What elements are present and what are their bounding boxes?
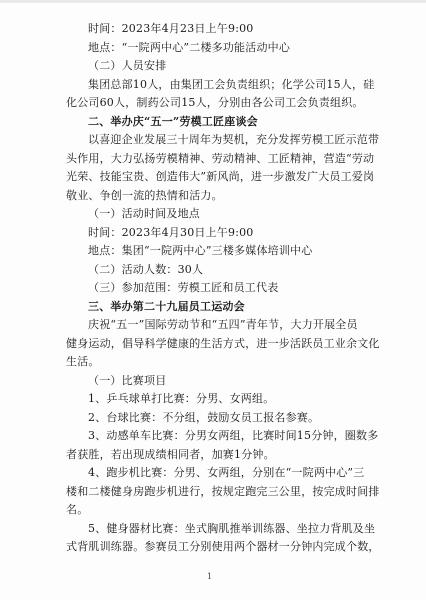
text-line: 敬业、争创一流的热情和活力。 [66,188,223,202]
text-line: 楼和二楼健身房跑步机进行，按规定跑完三公里，按完成时间排 [66,484,380,498]
section-heading-2: 二、举办庆“五一”劳模工匠座谈会 [88,114,258,128]
text-line: 以喜迎企业发展三十周年为契机，充分发挥劳模工匠示范带 [88,133,380,146]
subheading-time-location: （一）活动时间及地点 [88,207,200,220]
text-line-location-2: 地点：集团“一院两中心”三楼多媒体培训中心 [88,244,313,257]
list-item: 3、动感单车比赛：分男女两组，比赛时间15分钟，圈数多 [88,429,379,442]
list-item: 5、健身器材比赛：坐式胸肌推举训练器、坐拉力背肌及坐 [88,521,376,535]
page-number: 1 [207,572,213,581]
text-line: 式背肌训练器。参赛员工分别使用两个器材一分钟内完成个数， [66,540,380,553]
text-line-location-1: 地点：“一院两中心”二楼多功能活动中心 [88,40,291,54]
text-line: 生活。 [66,355,100,368]
text-line: 光荣、技能宝贵、创造伟大”新风尚，进一步激发广大员工爱岗 [66,170,375,183]
scan-edge [0,0,426,3]
text-line: 庆祝“五一”国际劳动节和“五四”青年节，大力开展全员 [88,318,358,331]
list-item: 4、跑步机比赛：分男、女两组，分别在“一院两中心”三 [88,466,365,479]
text-line: 化公司60人，制药公司15人，分别由各公司工会负责组织。 [66,96,364,109]
text-line: 健身运动，倡导科学健康的生活方式，进一步活跃员工业余文化 [66,336,380,350]
text-line-time-1: 时间：2023年4月23日上午9:00 [88,22,254,35]
subheading-scope: （三）参加范围：劳模工匠和员工代表 [88,281,279,294]
text-line: 集团总部10人，由集团工会负责组织；化学公司15人，硅 [88,77,375,91]
subheading-attendance: （二）活动人数：30人 [88,262,204,276]
subheading-events: （一）比赛项目 [88,373,167,387]
subheading-personnel: （二）人员安排 [88,59,167,72]
text-line: 名。 [66,503,89,516]
text-line: 者获胜，若出现成绩相同者，加赛1分钟。 [66,447,275,461]
list-item: 2、台球比赛：不分组，鼓励女员工报名参赛。 [88,410,320,424]
document-body [66,20,396,557]
text-line: 头作用，大力弘扬劳模精神、劳动精神、工匠精神，营造“劳动 [66,151,375,165]
text-line-time-2: 时间：2023年4月30日上午9:00 [88,225,254,239]
list-item: 1、乒乓球单打比赛：分男、女两组。 [88,392,275,405]
section-heading-3: 三、举办第二十九届员工运动会 [88,299,245,313]
